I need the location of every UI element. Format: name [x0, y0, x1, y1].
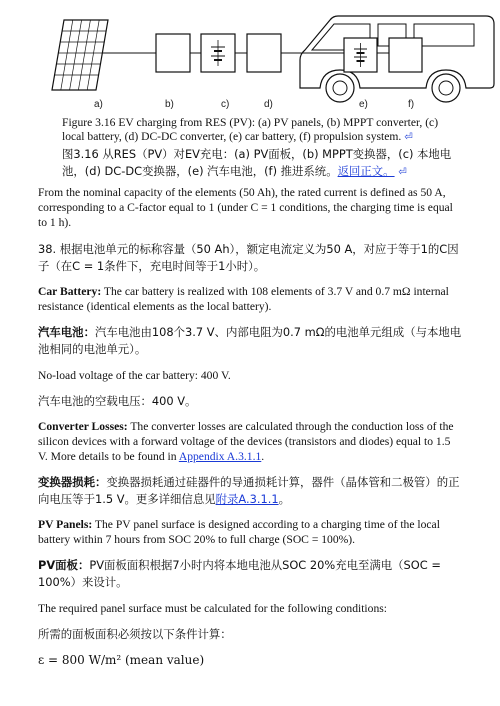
- caption-english-text: Figure 3.16 EV charging from RES (PV): (a) PV panels, (b) MPPT converter, (c) local battery, (d) DC-DC converter, (e) car battery, (f) propulsion system.: [62, 116, 439, 143]
- pv-panels-text-zh: PV面板面积根据7小时内将本地电池从SOC 20%充电至满电（SOC = 100%）来设计。: [38, 558, 441, 589]
- converter-losses-text: The converter losses are calculated through the conduction loss of the silicon devices with a forward voltage of the devices (transistors and diodes) equal to 1.5 V. More details to be found in: [38, 420, 454, 463]
- caption-english: [62, 116, 454, 145]
- appendix-link[interactable]: Appendix A.3.1.1: [178, 450, 262, 463]
- paragraph-pv-panels: [38, 517, 462, 547]
- paragraph-no-load-voltage: No-load voltage of the car battery: 400 V.: [38, 369, 231, 382]
- converter-losses-end-zh: 。: [278, 492, 290, 506]
- label-b: b): [165, 99, 174, 110]
- pv-panel-drawing: [52, 20, 108, 90]
- return-to-text-link[interactable]: 返回正文。: [337, 164, 395, 178]
- caption-chinese: [62, 146, 454, 181]
- caption-chinese-text: 图3.16 从RES（PV）对EV充电：(a) PV面板，(b) MPPT变换器，(c) 本地电池，(d) DC-DC变换器，(e) 汽车电池，(f) 推进系统。: [62, 147, 452, 178]
- pv-panels-heading-zh: PV面板：: [38, 558, 90, 572]
- ev-charging-figure: [0, 0, 500, 118]
- car-battery-heading-zh: 汽车电池：: [38, 325, 95, 339]
- document-body: [38, 185, 462, 668]
- front-wheel: [326, 74, 354, 102]
- paragraph-required-surface: The required panel surface must be calculated for the following conditions:: [38, 602, 387, 615]
- converter-losses-text-zh: 变换器损耗通过硅器件的导通损耗计算，器件（晶体管和二极管）的正向电压等于1.5 V。更多详细信息见: [38, 475, 460, 506]
- paragraph-converter-losses: [38, 419, 462, 464]
- label-f: f): [408, 99, 415, 110]
- paragraph-car-battery-zh: [38, 324, 462, 358]
- label-d: d): [264, 99, 273, 110]
- paragraph-no-load-voltage-zh: 汽车电池的空载电压：400 V。: [38, 394, 197, 408]
- paragraph-rated-current-zh: 38. 根据电池单元的标称容量（50 Ah），额定电流定义为50 A，对应于等于1的C因子（在C = 1条件下，充电时间等于1小时）。: [38, 242, 459, 273]
- converter-losses-heading-zh: 变换器损耗：: [38, 475, 107, 489]
- paragraph-converter-losses-zh: [38, 474, 462, 508]
- rear-wheel: [432, 74, 460, 102]
- label-a: a): [94, 99, 103, 110]
- return-icon-zh[interactable]: ⏎: [398, 167, 407, 178]
- paragraph-car-battery: [38, 284, 462, 314]
- paragraph-pv-panels-zh: [38, 557, 462, 591]
- dc-dc-converter-box: [247, 34, 281, 72]
- label-e: e): [359, 99, 368, 110]
- pv-panels-heading: PV Panels:: [38, 518, 93, 531]
- label-c: c): [221, 99, 230, 110]
- paragraph-rated-current: From the nominal capacity of the elements (50 Ah), the rated current is defined as 50 A, corresponding to a C-factor equal to 1 (under C = 1 conditions, the charging time is equal to 1 h).: [38, 186, 453, 229]
- pv-panels-text: The PV panel surface is designed according to a charging time of the local battery within 7 hours from SOC 20% to full charge (SOC = 100%).: [38, 518, 440, 546]
- return-icon[interactable]: ⏎: [404, 132, 413, 143]
- propulsion-system-box: [389, 38, 422, 72]
- local-battery-box: [201, 34, 235, 72]
- irradiance-formula: ε = 800 W/m² (mean value): [38, 653, 205, 667]
- paragraph-required-surface-zh: 所需的面板面积必须按以下条件计算：: [38, 627, 232, 641]
- mppt-converter-box: [156, 34, 190, 72]
- car-battery-box: [344, 38, 377, 72]
- converter-losses-heading: Converter Losses:: [38, 420, 128, 433]
- car-battery-heading: Car Battery:: [38, 285, 102, 298]
- converter-losses-end: .: [261, 450, 265, 463]
- car-battery-text-zh: 汽车电池由108个3.7 V、内部电阻为0.7 mΩ的电池单元组成（与本地电池相同的电池单元）。: [38, 325, 462, 356]
- appendix-link-zh[interactable]: 附录A.3.1.1: [215, 492, 279, 506]
- figure-caption: [62, 116, 454, 181]
- car-battery-text: The car battery is realized with 108 elements of 3.7 V and 0.7 mΩ internal resistance (identical elements as the local battery).: [38, 285, 449, 313]
